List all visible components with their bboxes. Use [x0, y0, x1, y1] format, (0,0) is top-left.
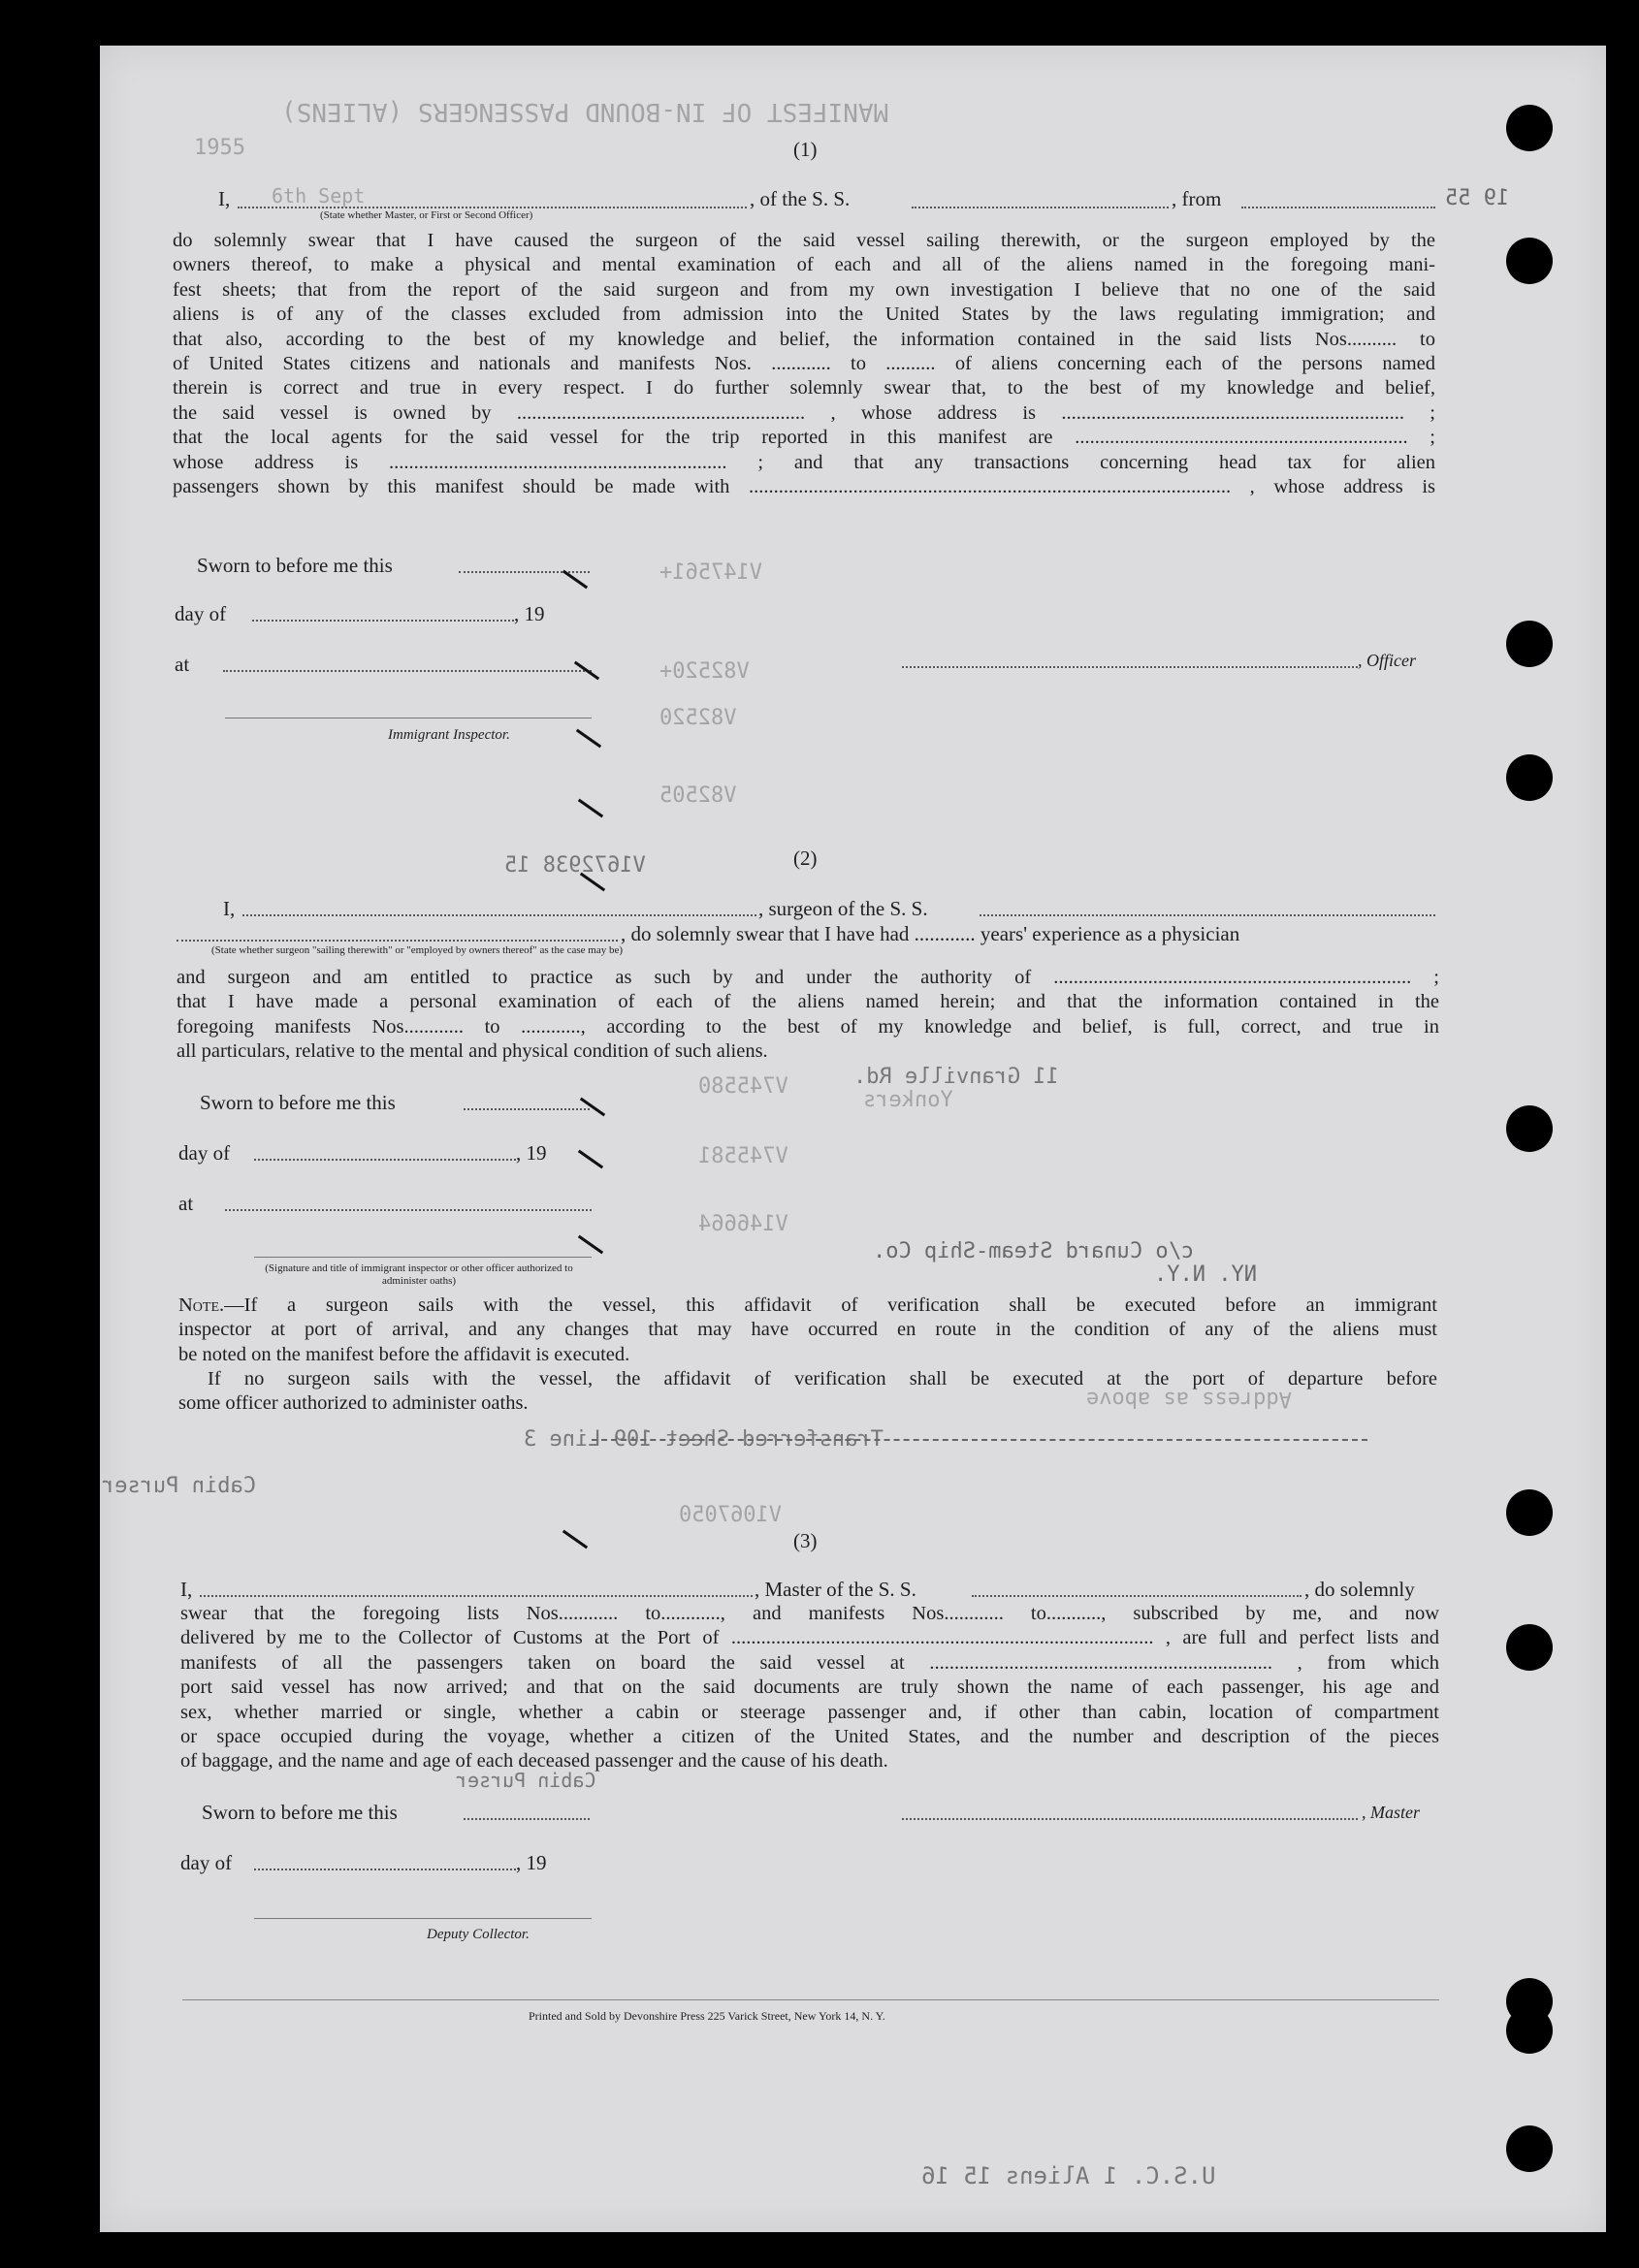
section-2-line2: , do solemnly swear that I have had ............ years' experience as a physician	[621, 922, 1240, 945]
note-label: Note.	[178, 1294, 225, 1316]
sworn-date-field-2[interactable]	[464, 1107, 590, 1110]
faint-header: MANIFEST OF IN-BOUND PASSENGERS (ALIENS)	[281, 97, 889, 126]
bottom-stamp: U.S.C. 1 Aliens 15 16	[921, 2162, 1216, 2189]
section-3-ss-label: , Master of the S. S.	[755, 1578, 916, 1601]
section-2-day-of: day of	[178, 1141, 231, 1165]
section-1-officer-label: , Officer	[1358, 651, 1416, 670]
section-1-body: do solemnly swear that I have caused the surgeon of the said vessel sailing therewith, or the surgeon employed by the owners thereof, to make a physical and mental examination of each and all of the aliens named in the foregoing mani- fest sheets; that from the report of the said surgeon and from my own investigation I believe that no one of the said aliens is of any of the classes excluded from admission into the United States by the laws regulating immigration; and that also, according to the best of my knowledge and belief, the information contained in the said lists Nos.......... to of United States citizens and nationals and manifests Nos. ............ to .......... of aliens concerning each of the persons named therein is correct and true in every respect. I do further solemnly swear that, to the best of my knowledge and belief, the said vessel is owned by .......................................................... , whose address is ..................................................................... ; that the local agents for the said vessel for the trip reported in this manifest are ................................................................... ; whose address is .................................................................... ; and that any transactions concerning head tax for alien passengers shown by this manifest should be made with ................................................................................................. , whose address is	[173, 230, 1435, 498]
from-port-field[interactable]	[1241, 206, 1435, 208]
section-2-body: and surgeon and am entitled to practice as such by and under the authority of ........................................................................ ; that I have made a personal examination of each of the aliens named herein; and that the information contained in the foregoing manifests Nos............ to ............, according to the best of my knowledge and belief, is full, correct, and true in all particulars, relative to the mental and physical condition of such aliens.	[177, 967, 1439, 1063]
section-1-instruction: (State whether Master, or First or Second Officer)	[320, 209, 533, 221]
year-mark: 19 55	[1445, 186, 1510, 210]
dashed-rule	[592, 1439, 1367, 1442]
section-1-opening-prefix: I,	[218, 187, 231, 210]
section-1-ss-label: , of the S. S.	[750, 187, 851, 210]
printer-line: Printed and Sold by Devonshire Press 225 Varick Street, New York 14, N. Y.	[529, 2009, 885, 2023]
section-2-number: (2)	[793, 847, 818, 870]
deputy-signature-line	[254, 1918, 592, 1919]
section-2-instruction: (State whether surgeon "sailing therewith" or "employed by owners thereof" as the case may be)	[211, 944, 624, 956]
at-field[interactable]	[223, 669, 592, 672]
section-1-inspector-caption: Immigrant Inspector.	[388, 727, 510, 743]
signature-line-2	[254, 1257, 592, 1258]
section-1-nineteen: , 19	[514, 602, 545, 625]
bleed-entry: Cabin Purser	[102, 1474, 256, 1498]
written-date: 6th Sept	[272, 184, 366, 208]
bleed-entry: V1672938 15	[504, 853, 646, 878]
bleed-entry: Cabin Purser	[456, 1769, 596, 1792]
at-field-2[interactable]	[225, 1208, 592, 1211]
bleed-entry: V147561+	[659, 560, 762, 585]
bleed-entry: V82520	[659, 706, 737, 730]
section-3-prefix: I,	[180, 1578, 193, 1601]
punch-hole	[1506, 1489, 1553, 1536]
section-1-from-label: , from	[1172, 187, 1222, 210]
surgeon-ship-field[interactable]	[980, 913, 1435, 916]
sworn-date-field-3[interactable]	[464, 1817, 590, 1820]
punch-hole	[1506, 2007, 1553, 2054]
section-1-at: at	[175, 653, 190, 676]
bleed-entry: Transferred Sheet 109 Line 3	[524, 1427, 884, 1452]
day-of-field-2[interactable]	[254, 1158, 516, 1161]
section-1-day-of: day of	[175, 602, 227, 625]
bleed-entry: c/o Cunard Steam-Ship Co.	[873, 1239, 1195, 1263]
bleed-entry: V745581	[698, 1144, 788, 1168]
sworn-date-field[interactable]	[459, 570, 590, 573]
section-3-sworn: Sworn to before me this	[202, 1801, 398, 1824]
punch-hole	[1506, 238, 1553, 284]
day-of-field-3[interactable]	[254, 1868, 516, 1870]
bleed-entry: Address as above	[1086, 1387, 1292, 1411]
bleed-entry: V146664	[698, 1212, 788, 1236]
punch-hole	[1506, 2125, 1553, 2172]
punch-hole	[1506, 1105, 1553, 1152]
note-2: If no surgeon sails with the vessel, the affidavit of verification shall be executed at the port of departure before some officer authorized to administer oaths.	[178, 1368, 1437, 1415]
bleed-entry: Yonkers	[863, 1088, 953, 1112]
bleed-entry: V82520+	[659, 659, 750, 684]
surgeon-type-field[interactable]	[177, 939, 618, 942]
faint-year: 1955	[194, 136, 245, 160]
punch-hole	[1506, 1624, 1553, 1671]
section-2-caption: (Signature and title of immigrant inspector or other officer authorized to administer oaths)	[265, 1262, 573, 1287]
punch-hole	[1506, 754, 1553, 801]
day-of-field[interactable]	[252, 619, 514, 622]
ship-field-3[interactable]	[972, 1594, 1302, 1597]
section-3-suffix: , do solemnly	[1304, 1578, 1415, 1601]
section-2-at: at	[178, 1192, 194, 1215]
punch-hole	[1506, 621, 1553, 667]
section-3-nineteen: , 19	[516, 1851, 547, 1874]
officer-signature-field[interactable]	[902, 665, 1358, 668]
bleed-entry: V1067050	[679, 1503, 782, 1527]
master-signature-field[interactable]	[902, 1817, 1358, 1820]
bleed-entry: V82505	[659, 783, 737, 808]
section-3-master-label: , Master	[1362, 1803, 1420, 1822]
bleed-entry: V745580	[698, 1074, 788, 1099]
inspector-signature-line	[225, 718, 592, 719]
master-name-field-3[interactable]	[200, 1594, 753, 1597]
section-3-deputy-caption: Deputy Collector.	[427, 1927, 530, 1942]
section-3-day-of: day of	[180, 1851, 233, 1874]
note-1: Note.—If a surgeon sails with the vessel, this affidavit of verification shall be executed before an immigrant inspector at port of arrival, and any changes that may have occurred en route in the condition of any of the aliens must be noted on the manifest before the affidavit is executed.	[178, 1294, 1437, 1365]
bleed-entry: NY. N.Y.	[1154, 1262, 1257, 1287]
section-1-sworn: Sworn to before me this	[197, 554, 393, 577]
surgeon-name-field[interactable]	[242, 913, 756, 916]
ship-name-field[interactable]	[912, 206, 1169, 208]
section-1-number: (1)	[793, 138, 818, 161]
section-2-nineteen: , 19	[516, 1141, 547, 1165]
section-2-prefix: I,	[223, 897, 236, 920]
section-3-body: swear that the foregoing lists Nos............ to............, and manifests Nos............ to..........., subscribed by me, and now delivered by me to the Collector of Customs at the Port of ..................................................................................... , are full and perfect lists and manifests of all the passengers taken on board the said vessel at ..................................................................... , from which port said vessel has now arrived; and that on the said documents are truly shown the name of each passenger, his age and sex, whether married or single, whether a cabin or steerage passenger and, if other than cabin, location of compartment or space occupied during the voyage, whether a citizen of the United States, and the number and description of the pieces of baggage, and the name and age of each deceased passenger and the cause of his death.	[180, 1603, 1439, 1773]
section-3-number: (3)	[793, 1529, 818, 1552]
punch-hole	[1506, 105, 1553, 151]
bleed-entry: 11 Granville Rd.	[853, 1065, 1059, 1089]
footer-rule	[182, 1999, 1439, 2000]
section-2-ss-label: , surgeon of the S. S.	[758, 897, 928, 920]
section-2-sworn: Sworn to before me this	[200, 1091, 396, 1114]
